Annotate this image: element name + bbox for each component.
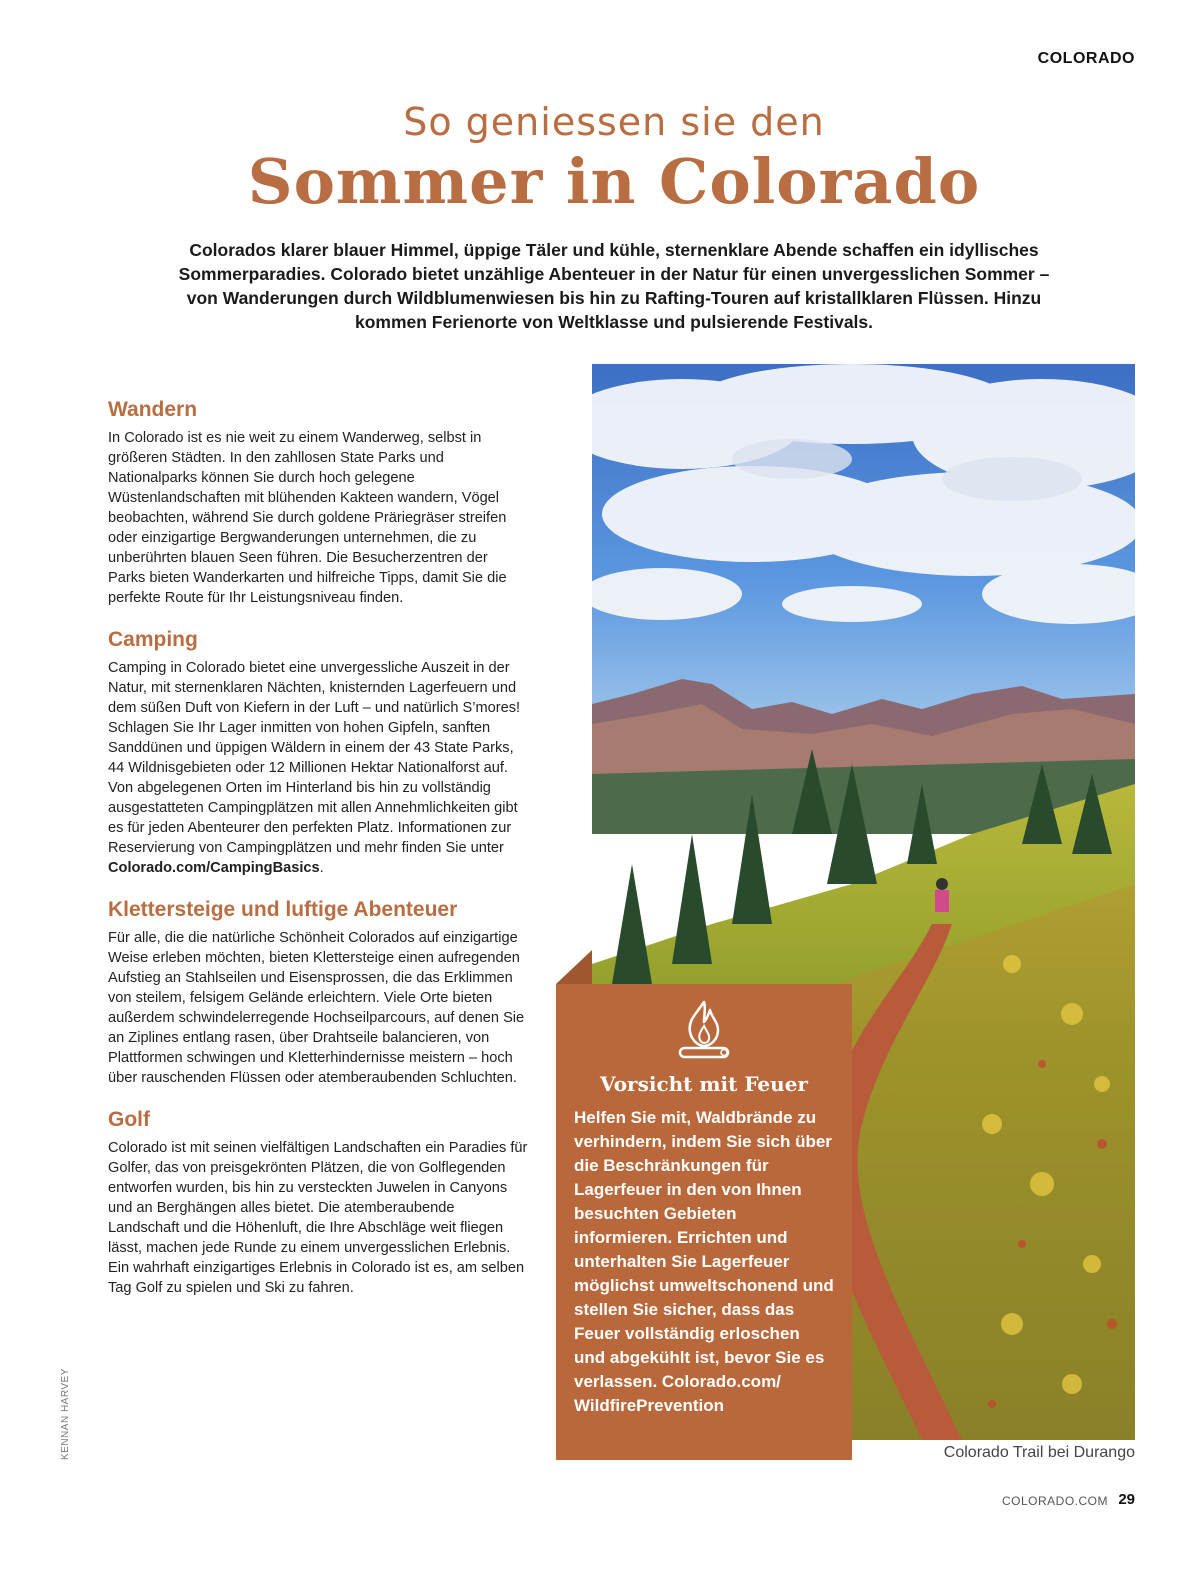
body-wandern: In Colorado ist es nie weit zu einem Wanderweg, selbst in größeren Städten. In den zahllosen State Parks und Nationalparks können Sie durch hoch gelegene Wüstenlandschaften mit blühenden Kakteen wandern, Vögel beobachten, während Sie durch goldene Präriegräser streifen oder einzigartige Bergwanderungen unternehmen, die zu unberührten blauen Seen führen. Die Besucherzentren der Parks bieten Wanderkarten und hilfreiche Tipps, damit Sie die perfekte Route für Ihr Leistungsniveau finden. [108, 430, 507, 606]
heading-wandern: Wandern [108, 398, 198, 421]
intro-paragraph: Colorados klarer blauer Himmel, üppige Täler und kühle, sternenklare Abende schaffen ein idyllisches Sommerparadies. Colorado bietet unzählige Abenteuer in der Natur für einen unvergesslichen Sommer – von Wanderungen durch Wildblumenwiesen bis hin zu Rafting-Touren auf kristallklaren Flüssen. Hinzu kommen Ferienorte von Weltklasse und pulsierende Festivals. [178, 240, 1050, 332]
heading-klettersteige: Klettersteige und luftige Abenteuer [108, 898, 458, 921]
page-number: 29 [1118, 1491, 1135, 1508]
body-camping [108, 658, 528, 878]
title-kicker: So geniessen sie den [403, 100, 825, 144]
fire-safety-box [556, 984, 852, 1460]
camping-text: Camping in Colorado bietet eine unvergessliche Auszeit in der Natur, mit sternenklaren Nächten, knisternden Lagerfeuern und dem süßen Duft von Kiefern in der Luft – und natürlich S’mores! Schlagen Sie Ihr Lager inmitten von hohen Gipfeln, sanften Sanddünen und üppigen Wäldern in einem der 43 State Parks, 44 Wildnisgebieten oder 12 Millionen Hektar Nationalforst auf. Von abgelegenen Orten im Hinterland bis hin zu vollständig ausgestatteten Campingplätzen mit allen Annehmlichkeiten gibt es für jeden Abenteurer den perfekten Platz. Informationen zur Reservierung von Campingplätzen und mehr finden Sie unter [108, 660, 521, 856]
page-title: Sommer in Colorado [247, 145, 981, 218]
photo-caption: Colorado Trail bei Durango [943, 1444, 1135, 1461]
photo-credit: KENNAN HARVEY [60, 1368, 71, 1460]
fire-safety-text: Helfen Sie mit, Waldbrände zu verhindern, indem Sie sich über die Beschränkungen für Lagerfeuer in den von Ihnen besuchten Gebieten informieren. Errichten und unterhalten Sie Lagerfeuer möglichst umweltschonend und stellen Sie sicher, dass das Feuer vollständig erloschen und abgekühlt ist, bevor Sie es verlassen. Colorado.com/ WildfirePrevention [574, 1108, 834, 1415]
article-column [108, 398, 528, 1318]
body-klettersteige: Für alle, die die natürliche Schönheit Colorados auf einzigartige Weise erleben möchten, bieten Klettersteige einen aufregenden Aufstieg an Stahlseilen und Eisensprossen, die das Erklimmen von steilem, felsigem Gelände erleichtern. Viele Orte bieten außerdem schwindelerregende Hochseilparcours, auf denen Sie an Ziplines entlang rasen, über Drahtseile balancieren, von Plattformen schwingen und Kletterhindernisse meistern – hoch über rauschenden Flüssen oder atemberaubenden Schluchten. [108, 930, 525, 1086]
fire-safety-title: Vorsicht mit Feuer [600, 1072, 808, 1096]
heading-camping: Camping [108, 628, 198, 651]
body-golf: Colorado ist mit seinen vielfältigen Landschaften ein Paradies für Golfer, das von preisgekrönten Plätzen, die von Golflegenden entworfen wurden, bis hin zu versteckten Juwelen in Canyons und an Berghängen alles bietet. Die atemberaubende Landschaft und die Höhenluft, die Ihre Abschläge weit fliegen lässt, machen jede Runde zu einem unvergesslichen Erlebnis. Ein wahrhaft einzigartiges Erlebnis in Colorado ist es, am selben Tag Golf zu spielen und Ski zu fahren. [108, 1140, 528, 1296]
heading-golf: Golf [108, 1108, 150, 1131]
footer-website: COLORADO.COM [1001, 1494, 1108, 1508]
camping-link[interactable]: Colorado.com/CampingBasics [108, 860, 320, 876]
camping-period: . [319, 860, 324, 876]
campfire-icon [674, 998, 734, 1062]
section-label: COLORADO [1037, 50, 1135, 67]
box-fold-corner [556, 950, 592, 984]
